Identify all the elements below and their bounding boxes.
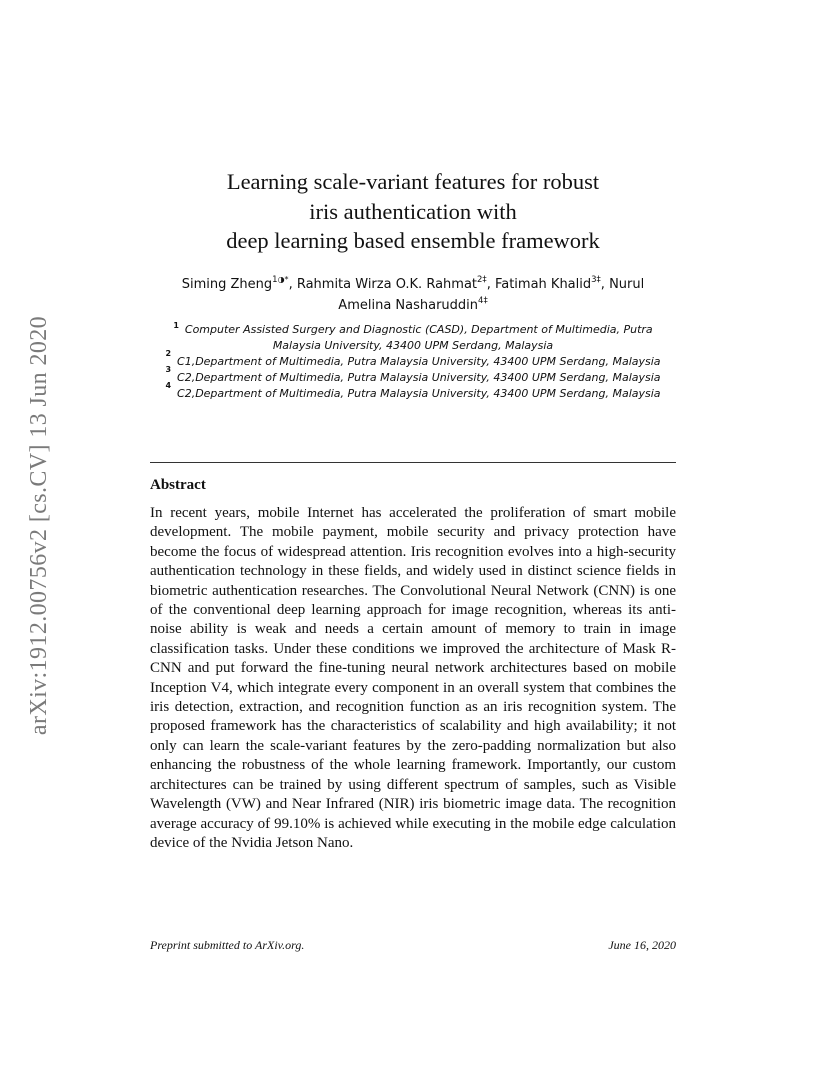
- affiliation-text: Computer Assisted Surgery and Diagnostic (CASD), Department of Multimedia, Putra Malaysia University, 43400 UPM Serdang, Malaysia: [184, 323, 653, 352]
- author-name: Rahmita Wirza O.K. Rahmat: [296, 277, 478, 292]
- affiliation-item: [150, 349, 676, 370]
- arxiv-identifier-stamp: [18, 290, 62, 760]
- author-separator: ,: [288, 277, 297, 292]
- affiliation-number: 2: [165, 349, 172, 358]
- author-separator: ,: [600, 277, 610, 292]
- affiliation-text: C2,Department of Multimedia, Putra Malaysia University, 43400 UPM Serdang, Malaysia: [177, 387, 661, 400]
- affiliation-number: 3: [165, 365, 172, 374]
- abstract-text: In recent years, mobile Internet has accelerated the proliferation of smart mobile development. The mobile payment, mobile security and privacy protection have become the focus of widespread attention. Iris recognition evolves into a high-security authentication technology in these fields, and widely used in distinct science fields in biometric authentication researches. The Convolutional Neural Network (CNN) is one of the conventional deep learning approach for image recognition, whereas its anti-noise ability is weak and needs a certain amount of memory to train in image classification tasks. Under these conditions we improved the architecture of Mask R-CNN and put forward the fine-tuning neural network architectures based on mobile Inception V4, which integrate every component in an overall system that combines the iris detection, extraction, and recognition function as an iris recognition system. The proposed framework has the characteristics of scalability and high availability; it not only can learn the scale-variant features by the zero-padding normalization but also enhancing the robustness of the whole learning framework. Importantly, our custom architectures can be trained by using different spectrum of samples, such as Visible Wavelength (VW) and Near Infrared (NIR) iris biometric image data. The recognition average accuracy of 99.10% is achieved while executing in the mobile edge calculation device of the Nvidia Jetson Nano.: [150, 505, 676, 851]
- abstract-divider: [150, 462, 676, 463]
- author-separator: ,: [486, 277, 495, 292]
- author-marks: 3‡: [591, 275, 601, 285]
- author-name-part: Amelina Nasharuddin: [338, 298, 479, 313]
- affiliation-item: [150, 322, 676, 354]
- affiliation-number: 1: [173, 321, 179, 330]
- author-name-part: Nurul: [609, 277, 645, 292]
- affiliation-number: 4: [165, 381, 172, 390]
- affiliation-item: [150, 381, 676, 402]
- arxiv-identifier-text: arXiv:1912.00756v2 [cs.CV] 13 Jun 2020: [26, 315, 53, 735]
- abstract-heading: Abstract: [150, 477, 206, 493]
- affiliation-text: C2,Department of Multimedia, Putra Malaysia University, 43400 UPM Serdang, Malaysia: [177, 371, 661, 384]
- affiliation-list: [150, 322, 676, 402]
- author-marks: 2‡: [477, 275, 487, 285]
- title-line: Learning scale-variant features for robust: [226, 169, 600, 194]
- preprint-note: Preprint submitted to ArXiv.org.: [150, 938, 305, 952]
- title-line: deep learning based ensemble framework: [226, 228, 600, 253]
- affiliation-item: [150, 365, 676, 386]
- title-line: iris authentication with: [309, 198, 517, 224]
- paper-title: [150, 167, 676, 256]
- author-line: [150, 274, 676, 295]
- author-list: [150, 274, 676, 316]
- orcid-icon[interactable]: ◑*: [277, 275, 289, 284]
- author-line: [150, 295, 676, 316]
- author-name: Fatimah Khalid: [494, 277, 592, 292]
- footer-date: June 16, 2020: [608, 938, 676, 952]
- author-name: Siming Zheng: [181, 277, 273, 292]
- author-marks: 1◑*: [272, 275, 289, 285]
- author-marks: 4‡: [478, 296, 488, 306]
- affiliation-text: C1,Department of Multimedia, Putra Malaysia University, 43400 UPM Serdang, Malaysia: [177, 355, 661, 368]
